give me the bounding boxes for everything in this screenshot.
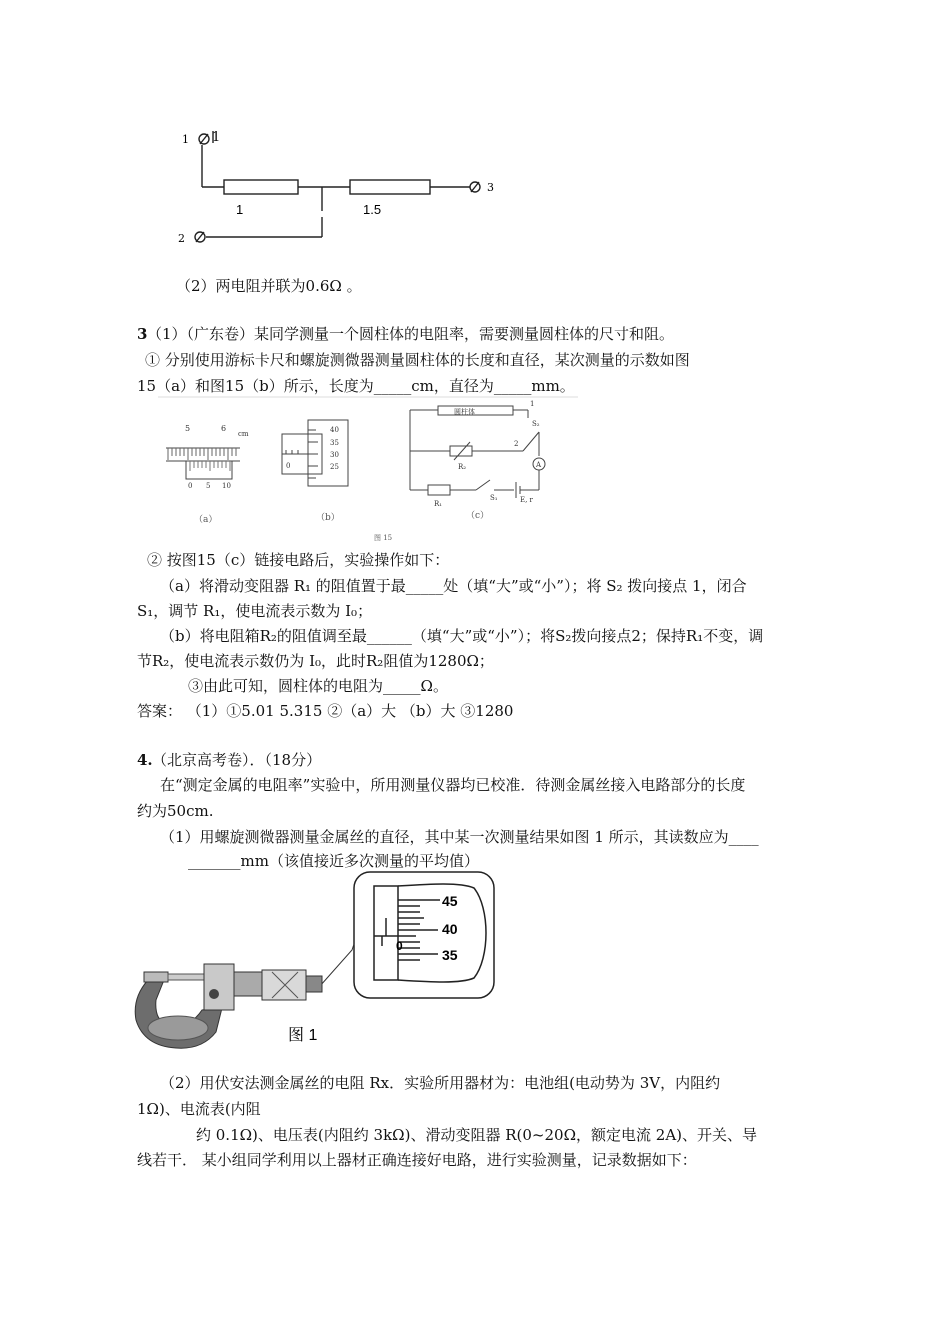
- figure-label: 6: [221, 424, 227, 433]
- figure-label: 5: [185, 424, 191, 433]
- figure-label: A: [536, 461, 542, 469]
- q4-para-6: 1Ω)、电流表(内阻: [137, 1100, 261, 1118]
- series-circuit-diagram: [170, 125, 510, 255]
- terminal-1-label: 1: [182, 133, 189, 146]
- figure-15: [158, 396, 583, 544]
- resistor-2: [350, 180, 430, 194]
- q3-line-1: ① 分别使用游标卡尺和螺旋测微器测量圆柱体的长度和直径，某次测量的示数如图: [145, 351, 690, 369]
- figure-label: cm: [238, 430, 249, 438]
- q3-step-a-2: S₁，调节 R₁，使电流表示数为 I₀；: [137, 602, 373, 620]
- figure-label: 30: [330, 451, 339, 459]
- measurement-circuit: [410, 406, 545, 498]
- terminal-1-label-b: 1: [212, 130, 221, 145]
- q4-para-2: 约为50cm.: [137, 802, 214, 820]
- q4-para-3: （1）用螺旋测微器测量金属丝的直径，其中某一次测量结果如图 1 所示，其读数应为____: [160, 828, 759, 846]
- q3-step-3: ③由此可知，圆柱体的电阻为_____Ω。: [188, 677, 448, 695]
- terminal-2-label: 2: [178, 232, 185, 245]
- q3-step-b-2: 节R₂，使电流表示数仍为 I₀，此时R₂阻值为1280Ω；: [137, 652, 494, 670]
- figure-label: 35: [330, 439, 339, 447]
- figure-label: 2: [514, 440, 519, 448]
- q4-para-5: （2）用伏安法测金属丝的电阻 Rx．实验所用器材为：电池组(电动势为 3V，内阻约: [160, 1074, 721, 1092]
- figure-label: R₁: [434, 500, 443, 508]
- figure-label: 圆柱体: [454, 408, 475, 416]
- figure-label: （b）: [316, 513, 340, 523]
- figure-label: 25: [330, 463, 339, 471]
- figure-label: （c）: [466, 511, 490, 521]
- figure-label: S₂: [532, 420, 540, 428]
- q3-line-2: 15（a）和图15（b）所示，长度为_____cm，直径为_____mm。: [137, 377, 575, 395]
- micrometer-reading-0: 0: [396, 939, 403, 953]
- q3-step-b-1: （b）将电阻箱R₂的阻值调至最______（填“大”或“小”）；将S₂拨向接点2；保持R₁不变，调: [160, 627, 764, 645]
- q3-heading: （1）（广东卷）某同学测量一个圆柱体的电阻率，需要测量圆柱体的尺寸和阻。: [147, 325, 675, 343]
- figure-label: 5: [206, 482, 211, 490]
- q4-number: 4.: [137, 751, 153, 769]
- resistor-1-value: 1: [236, 202, 244, 217]
- q3-number: 3: [137, 325, 148, 343]
- figure-label: R₂: [458, 463, 467, 471]
- figure-1-caption: 图 1: [288, 1027, 318, 1044]
- figure-1-micrometer: [130, 868, 500, 1058]
- resistor-1: [224, 180, 298, 194]
- q4-para-7: 约 0.1Ω)、电压表(内阻约 3kΩ)、滑动变阻器 R(0~20Ω，额定电流 2A)、开关、导: [196, 1126, 758, 1144]
- figure-label: 40: [330, 426, 339, 434]
- micrometer-reading-40: 40: [442, 921, 458, 937]
- q4-para-4: _______mm（该值接近多次测量的平均值）: [188, 852, 479, 870]
- q4-para-8: 线若干． 某小组同学利用以上器材正确连接好电路，进行实验测量，记录数据如下：: [137, 1151, 697, 1169]
- figure-label: （a）: [194, 515, 218, 525]
- micrometer-reading-45: 45: [442, 893, 458, 909]
- answer-parallel: （2）两电阻并联为0.6Ω 。: [176, 277, 362, 295]
- figure-label: S₁: [490, 494, 498, 502]
- q4-heading: （北京高考卷）．（18分）: [152, 751, 322, 769]
- q4-para-1: 在“测定金属的电阻率”实验中，所用测量仪器均已校准．待测金属丝接入电路部分的长度: [160, 776, 746, 794]
- figure-label: 10: [222, 482, 231, 490]
- figure-15-caption: 图 15: [374, 534, 393, 542]
- figure-label: 1: [530, 400, 535, 408]
- figure-label: 0: [286, 462, 291, 470]
- figure-label: 0: [188, 482, 193, 490]
- vernier-caliper: [166, 448, 240, 479]
- resistor-2-value: 1.5: [363, 202, 382, 217]
- q3-answer: 答案： （1）①5.01 5.315 ②（a）大 （b）大 ③1280: [137, 702, 514, 720]
- q3-step-2: ② 按图15（c）链接电路后，实验操作如下：: [147, 551, 450, 569]
- terminal-3-label: 3: [487, 181, 494, 194]
- micrometer-reading-35: 35: [442, 947, 458, 963]
- q3-step-a-1: （a）将滑动变阻器 R₁ 的阻值置于最_____处（填“大”或“小”）；将 S₂ 拨向接点 1，闭合: [160, 577, 747, 595]
- figure-label: E, r: [520, 496, 533, 504]
